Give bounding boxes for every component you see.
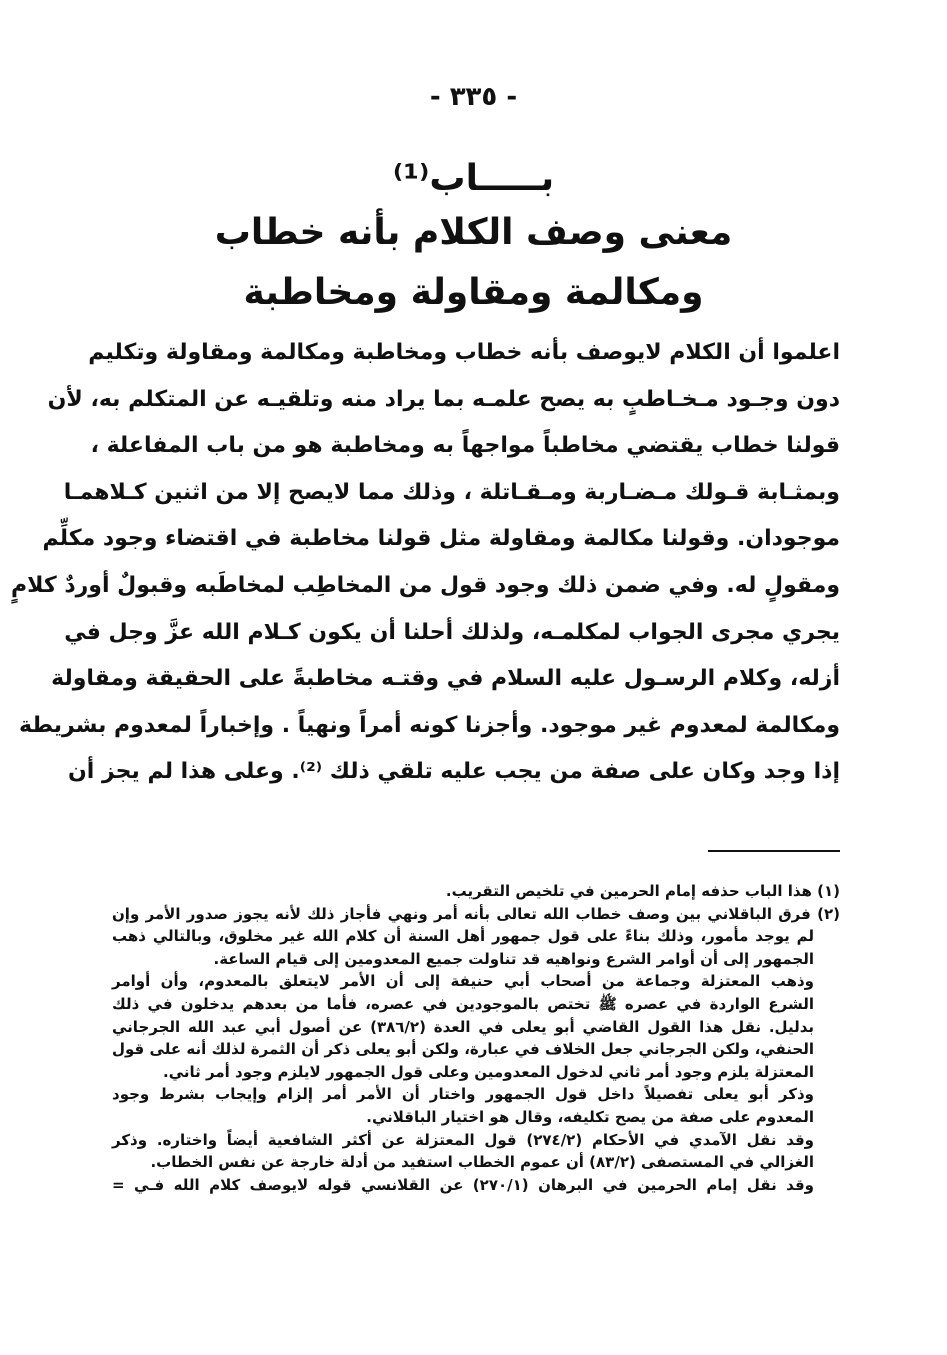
- body-line: ومقولٍ له. وفي ضمن ذلك وجود قول من المخاطِب لمخاطَبه وقبولٌ أوردٌ كلامٍ: [11, 572, 840, 598]
- chapter-label: بـــــاب⁽¹⁾: [392, 158, 555, 199]
- body-line: يجري مجرى الجواب لمكلمـه، ولذلك أحلنا أن يكون كـلام الله عزَّ وجل في: [64, 619, 840, 645]
- footnote-line: وذكر أبو يعلى تفصيلاً داخل قول الجمهور واختار أن الأمر أمر إلزام وإيجاب بشرط وجود: [112, 1085, 814, 1104]
- footnote-line: الغزالي في المستصفى (٨٣/٢) أن عموم الخطاب استفيد من أدلة خارجة عن نفس الخطاب.: [150, 1153, 814, 1172]
- footnote-line: بدليل. نقل هذا القول القاضي أبو يعلى في العدة (٣٨٦/٢) عن أصول أبي عبد الله الجرجاني: [112, 1017, 814, 1036]
- body-line: قولنا خطاب يقتضي مخاطباً مواجهاً به ومخاطبة هو من باب المفاعلة ،: [90, 433, 840, 459]
- footnote-line: الجمهور إلى أن أوامر الشرع ونواهيه قد تناولت جميع المعدومين إلى قيام الساعة.: [213, 949, 814, 968]
- body-line: ومكالمة لمعدوم غير موجود. وأجزنا كونه أمراً ونهياً . وإخباراً لمعدوم بشريطة: [18, 712, 840, 738]
- body-line: إذا وجد وكان على صفة من يجب عليه تلقي ذلك ⁽²⁾. وعلى هذا لم يجز أن: [68, 759, 840, 785]
- body-line: موجودان. وقولنا مكالمة ومقاولة مثل قولنا مخاطبة في اقتضاء وجود مكلِّم: [42, 526, 840, 552]
- footnote-line: (٢) فرق الباقلاني بين وصف خطاب الله تعالى بأنه أمر ونهي فأجاز ذلك لأنه يجوز صدور الأمر وإن: [112, 904, 840, 923]
- footnotes: [112, 880, 840, 1196]
- page-number: - ٣٣٥ -: [429, 82, 518, 112]
- chapter-title-line-2: ومكالمة ومقاولة ومخاطبة: [243, 272, 704, 313]
- footnote-separator: [708, 850, 840, 852]
- body-text: [11, 330, 840, 796]
- footnote-line: المعدوم على صفة من يصح تكليفه، وقال هو اختيار الباقلاني.: [366, 1107, 814, 1126]
- footnote-line: الحنفي، ولكن الجرجاني جعل الخلاف في عبارة، ولكن أبو يعلى ذكر أن الثمرة لذلك أنه على قول: [112, 1040, 814, 1059]
- footnote-line: الشرع الواردة في عصره ﷺ تختص بالموجودين في عصره، فأما من بعدهم يدخلون في ذلك: [112, 994, 814, 1013]
- footnote-line: لم يوجد مأمور، وذلك بناءً على قول جمهور أهل السنة أن كلام الله غير مخلوق، وبالتالي ذهب: [112, 927, 814, 946]
- footnote-line: المعتزلة يلزم وجود أمر ثاني لدخول المعدومين وعلى قول الجمهور لايلزم وجود أمر ثاني.: [163, 1062, 814, 1081]
- chapter-title-line-1: معنى وصف الكلام بأنه خطاب: [214, 212, 733, 253]
- footnote-line: وقد نقل إمام الحرمين في البرهان (٢٧٠/١) عن القلانسي قوله لايوصف كلام الله فـي =: [112, 1175, 814, 1194]
- body-line: اعلموا أن الكلام لايوصف بأنه خطاب ومخاطبة ومكالمة ومقاولة وتكليم: [88, 340, 840, 365]
- body-line: وبمثـابة قـولك مـضـاربة ومـقـاتلة ، وذلك مما لايصح إلا من اثنين كـلاهمـا: [63, 479, 840, 505]
- body-line: أزله، وكلام الرسـول عليه السلام في وقتـه مخاطبةً على الحقيقة ومقاولة: [51, 666, 840, 692]
- body-line: دون وجـود مـخـاطبٍ به يصح علمـه بما يراد منه وتلقيـه عن المتكلم به، لأن: [47, 386, 840, 412]
- footnote-line: (١) هذا الباب حذفه إمام الحرمين في تلخيص التقريب.: [445, 882, 840, 900]
- footnote-line: وذهب المعتزلة وجماعة من أصحاب أبي حنيفة إلى أن الأمر لايتعلق بالمعدوم، وأن أوامر: [112, 972, 814, 991]
- footnote-line: وقد نقل الآمدي في الأحكام (٢٧٤/٢) قول المعتزلة عن أكثر الشافعية أيضاً واختاره. وذكر: [112, 1130, 815, 1149]
